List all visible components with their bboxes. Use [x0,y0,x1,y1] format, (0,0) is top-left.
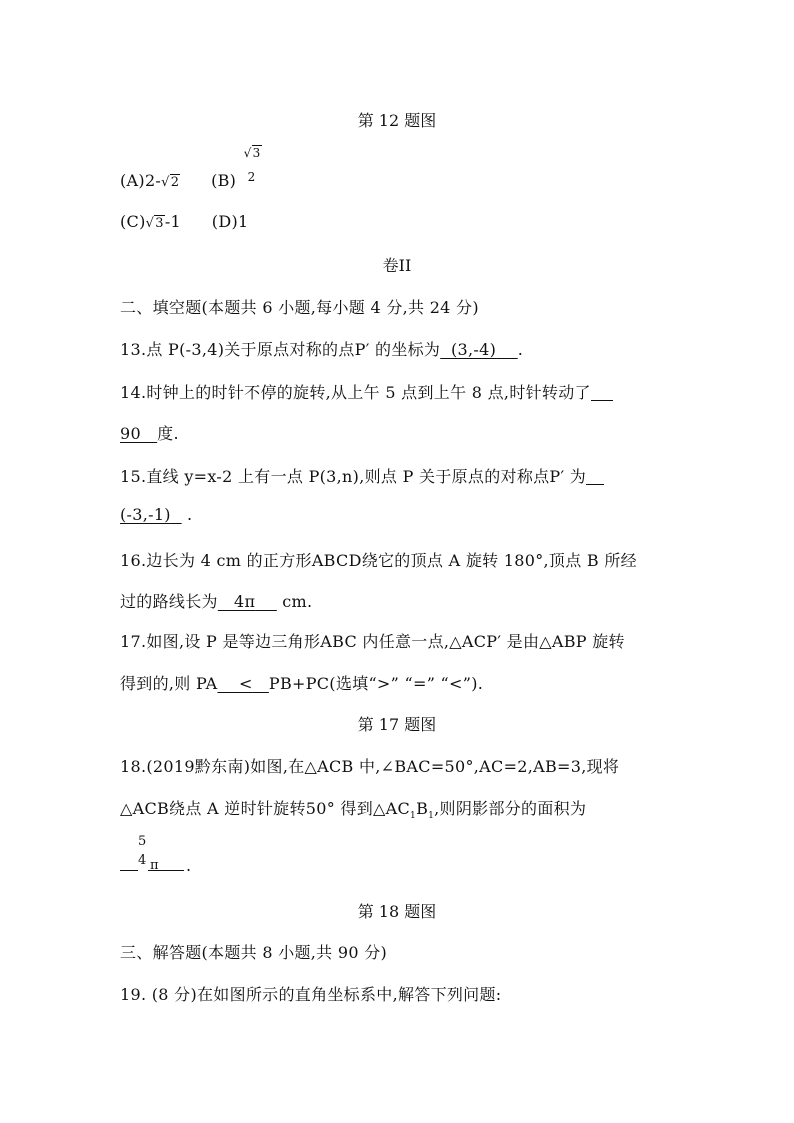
question-14-line-2: 90 度. [120,424,179,443]
question-17-line-2: 得到的,则 PA < PB+PC(选填“>” “=” “<”). [120,674,484,693]
q12-option-b: (B) √3 2 [211,146,261,190]
question-19: 19. (8 分)在如图所示的直角坐标系中,解答下列问题: [120,985,502,1004]
q17-answer: < [238,674,253,693]
q16-answer: 4π [233,592,256,611]
figure-17-caption: 第 17 题图 [357,715,437,734]
figure-18-caption: 第 18 题图 [357,902,437,921]
question-14-line-1: 14.时钟上的时针不停的旋转,从上午 5 点到上午 8 点,时针转动了 [120,380,613,403]
q14-answer: 90 [120,424,141,443]
part3-heading: 三、解答题(本题共 8 小题,共 90 分) [120,943,388,962]
q12-options-row-1 [120,146,262,190]
q12-option-a: (A)2-√2 [120,171,180,190]
question-15-line-1: 15.直线 y=x-2 上有一点 P(3,n),则点 P 关于原点的对称点P′ 为 [120,464,604,487]
q12-option-d: (D)1 [211,212,249,231]
question-18-line-2: △ACB绕点 A 逆时针旋转50° 得到$\triangle AC_1B_1$,则阴影部分的面积为 [120,799,587,822]
question-18-line-1: 18.(2019黔东南)如图,在△ACB 中,∠BAC=50°,AC=2,AB=3,现将 [120,757,620,776]
q12-options-row-2 [120,212,248,231]
question-16-line-1: 16.边长为 4 cm 的正方形ABCD绕它的顶点 A 旋转 180°,顶点 B 所经 [120,551,637,570]
q13-answer: (3,-4) [451,340,497,359]
question-17-line-1: 17.如图,设 P 是等边三角形ABC 内任意一点,△ACP′ 是由△ABP 旋转 [120,632,625,651]
question-15-line-2: (-3,-1) . [120,505,193,524]
figure-12-caption: 第 12 题图 [357,111,437,130]
q15-answer: (-3,-1) [120,505,171,524]
section-title: 卷II [382,256,412,275]
part2-heading: 二、填空题(本题共 6 小题,每小题 4 分,共 24 分) [120,298,479,317]
q18-answer: 5 4 π . [120,828,240,878]
question-16-line-2: 过的路线长为 4π cm. [120,592,313,611]
question-13: 13.点 P(-3,4)关于原点对称的点P′ 的坐标为 (3,-4) . [120,340,524,359]
q12-option-c: (C)√3-1 [120,212,181,231]
